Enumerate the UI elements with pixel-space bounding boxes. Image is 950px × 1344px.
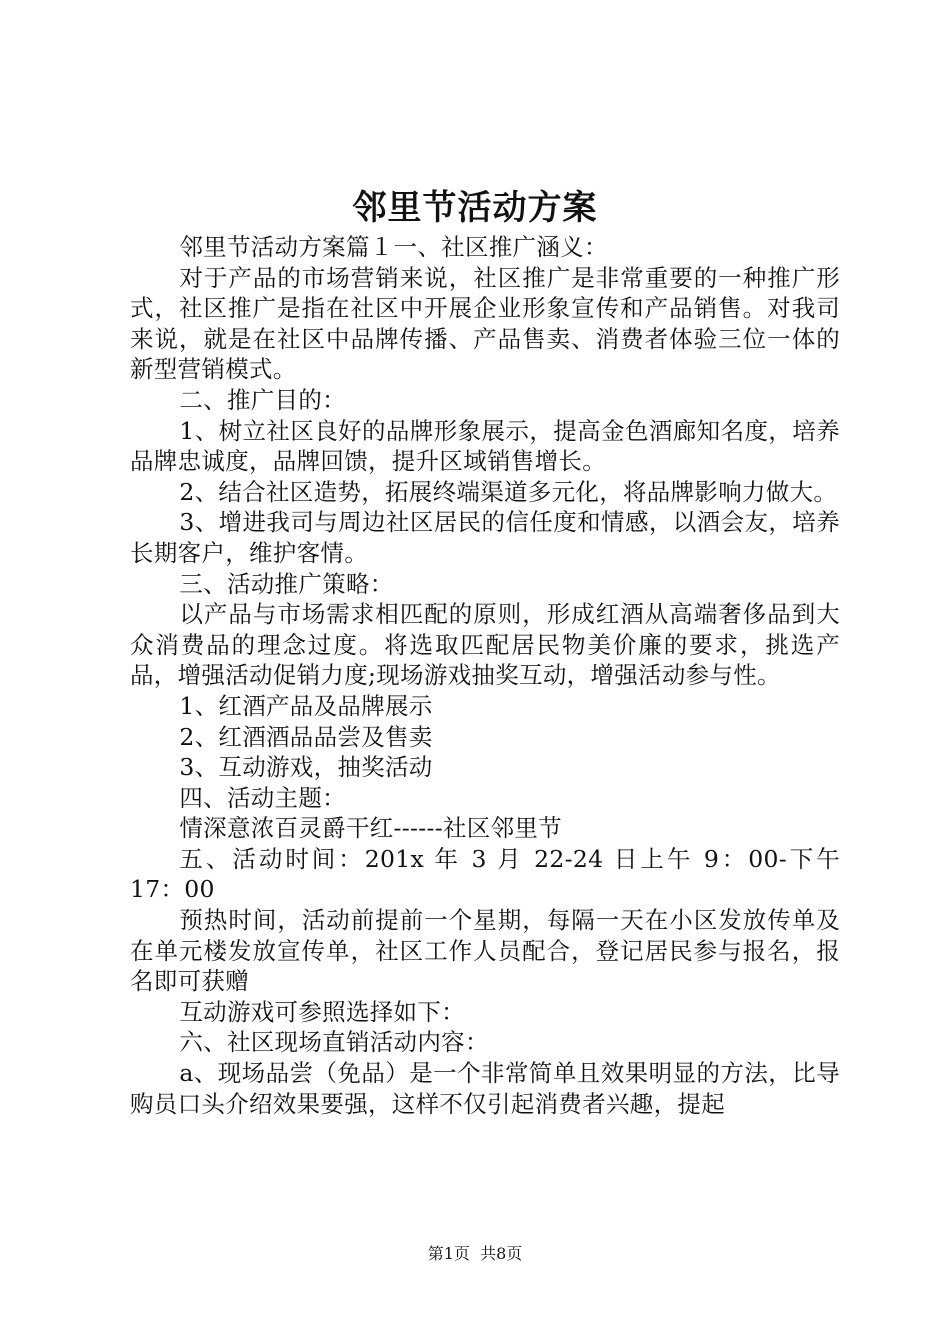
paragraph: 情深意浓百灵爵干红------社区邻里节 (179, 814, 562, 843)
section-heading: 五、活动时间：201x 年 3 月 22-24 日上午 9：00-下午 17：00 (130, 844, 848, 904)
page-footer: 第1页 共8页 (427, 1244, 523, 1263)
list-item: 3、互动游戏，抽奖活动 (179, 753, 433, 782)
page-title: 邻里节活动方案 (352, 188, 598, 228)
document-body (130, 232, 848, 1119)
paragraph: 以产品与市场需求相匹配的原则，形成红酒从高端奢侈品到大众消费品的理念过度。将选取匹配居民物美价廉的要求，挑选产品，增强活动促销力度;现场游戏抽奖互动，增强活动参与性。 (130, 600, 840, 690)
paragraph: 预热时间，活动前提前一个星期，每隔一天在小区发放传单及在单元楼发放宣传单，社区工作人员配合，登记居民参与报名，报名即可获赠 (130, 906, 840, 996)
paragraph: 邻里节活动方案篇１一、社区推广涵义： (179, 233, 608, 261)
paragraph: 互动游戏可参照选择如下： (179, 997, 465, 1026)
section-heading: 三、活动推广策略： (179, 569, 394, 598)
paragraph: a、现场品尝（免品）是一个非常简单且效果明显的方法，比导购员口头介绍效果要强，这样不仅引起消费者兴趣，提起 (130, 1059, 840, 1118)
paragraph: 对于产品的市场营销来说，社区推广是非常重要的一种推广形式，社区推广是指在社区中开展企业形象宣传和产品销售。对我司来说，就是在社区中品牌传播、产品售卖、消费者体验三位一体的新型营销模式。 (130, 263, 840, 384)
list-item: 1、树立社区良好的品牌形象展示，提高金色酒廊知名度，培养品牌忠诚度，品牌回馈，提升区域销售增长。 (130, 416, 840, 476)
list-item: 2、结合社区造势，拓展终端渠道多元化，将品牌影响力做大。 (179, 477, 838, 506)
list-item: 3、增进我司与周边社区居民的信任度和情感，以酒会友，培养长期客户，维护客情。 (130, 508, 840, 567)
section-heading: 四、活动主题： (179, 783, 346, 812)
section-heading: 六、社区现场直销活动内容： (179, 1028, 489, 1057)
list-item: 2、红酒酒品品尝及售卖 (179, 722, 433, 751)
section-heading: 二、推广目的： (179, 385, 346, 414)
list-item: 1、红酒产品及品牌展示 (179, 691, 433, 720)
